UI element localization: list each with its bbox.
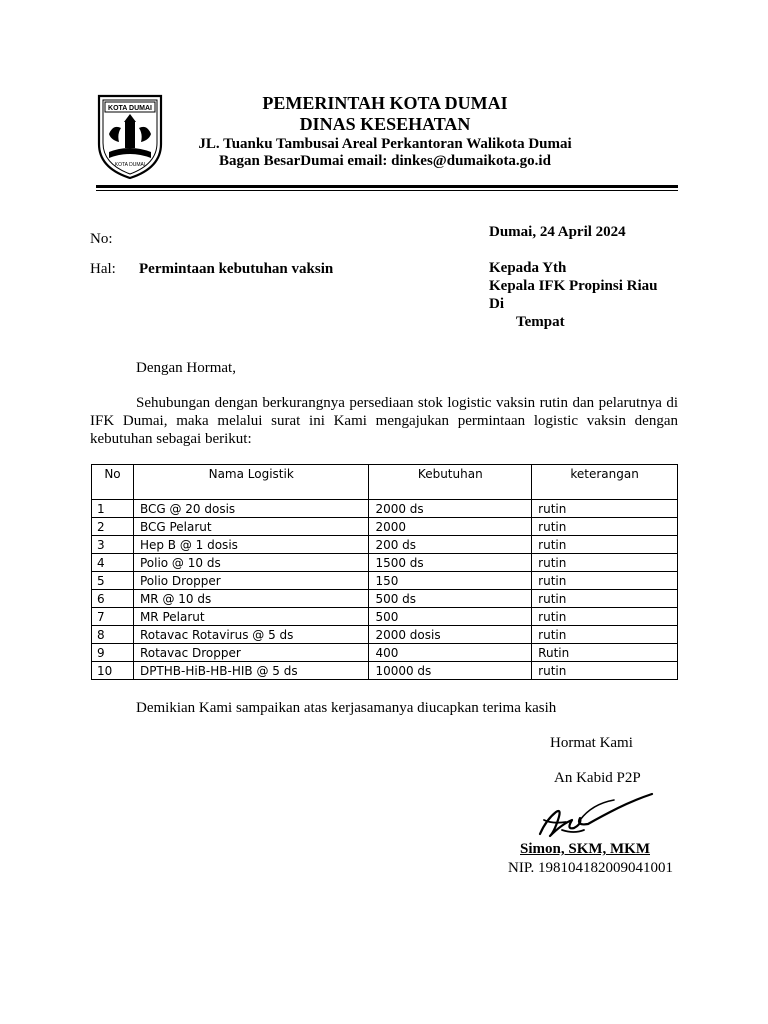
table-header-row [92,465,678,500]
cell-note: rutin [532,554,678,572]
signer-nip: NIP. 198104182009041001 [508,860,674,876]
cell-no: 4 [92,554,134,572]
letterhead-rule-thick [96,185,678,188]
cell-no: 7 [92,608,134,626]
table-row [92,518,678,536]
cell-no: 10 [92,662,134,680]
cell-need: 500 [369,608,532,626]
table-row [92,536,678,554]
closing-text: Demikian Kami sampaikan atas kerjasamanya diucapkan terima kasih [136,700,557,716]
cell-note: rutin [532,608,678,626]
table-row [92,554,678,572]
regards: Hormat Kami [550,735,633,751]
cell-name: MR @ 10 ds [133,590,368,608]
table-row [92,608,678,626]
cell-no: 9 [92,644,134,662]
table-row [92,644,678,662]
cell-name: BCG @ 20 dosis [133,500,368,518]
table-row [92,626,678,644]
cell-name: Polio Dropper [133,572,368,590]
logistics-table [91,464,678,680]
header-keterangan: keterangan [532,465,678,500]
cell-name: Polio @ 10 ds [133,554,368,572]
cell-need: 2000 [369,518,532,536]
cell-no: 6 [92,590,134,608]
signature-icon [522,790,656,842]
address-line-1: JL. Tuanku Tambusai Areal Perkantoran Walikota Dumai [198,136,572,152]
cell-name: Rotavac Dropper [133,644,368,662]
signer-position: An Kabid P2P [554,770,641,786]
cell-note: rutin [532,572,678,590]
cell-no: 1 [92,500,134,518]
table-row [92,590,678,608]
greeting: Dengan Hormat, [136,360,236,376]
cell-need: 2000 ds [369,500,532,518]
recipient-line-1: Kepada Yth [489,260,567,276]
cell-note: Rutin [532,644,678,662]
signer-name: Simon, SKM, MKM [520,841,650,857]
hal-value: Permintaan kebutuhan vaksin [139,261,334,277]
recipient-line-3: Di [489,296,504,312]
cell-need: 2000 dosis [369,626,532,644]
place-date: Dumai, 24 April 2024 [489,224,626,240]
cell-note: rutin [532,662,678,680]
cell-need: 200 ds [369,536,532,554]
cell-note: rutin [532,518,678,536]
cell-need: 10000 ds [369,662,532,680]
org-line-1: PEMERINTAH KOTA DUMAI [262,93,508,113]
cell-name: DPTHB-HiB-HB-HIB @ 5 ds [133,662,368,680]
cell-need: 400 [369,644,532,662]
letterhead-rule-thin [96,190,678,191]
logo-text-top: KOTA DUMAI [108,105,152,112]
cell-no: 2 [92,518,134,536]
cell-need: 1500 ds [369,554,532,572]
table-row [92,662,678,680]
cell-note: rutin [532,626,678,644]
cell-no: 8 [92,626,134,644]
header-nama-logistik: Nama Logistik [133,465,368,500]
cell-no: 3 [92,536,134,554]
recipient-line-4: Tempat [516,314,565,330]
cell-need: 150 [369,572,532,590]
org-line-2: DINAS KESEHATAN [299,114,471,134]
cell-note: rutin [532,500,678,518]
cell-name: Hep B @ 1 dosis [133,536,368,554]
header-kebutuhan: Kebutuhan [369,465,532,500]
logo-text-bottom: KOTA DUMAI [114,162,146,168]
cell-name: MR Pelarut [133,608,368,626]
address-line-2: Bagan BesarDumai email: dinkes@dumaikota.go.id [219,153,551,169]
no-label: No: [90,231,113,247]
cell-name: Rotavac Rotavirus @ 5 ds [133,626,368,644]
cell-note: rutin [532,536,678,554]
table-row [92,572,678,590]
cell-no: 5 [92,572,134,590]
cell-name: BCG Pelarut [133,518,368,536]
table-row [92,500,678,518]
cell-note: rutin [532,590,678,608]
hal-label: Hal: [90,261,116,277]
body-paragraph: Sehubungan dengan berkurangnya persediaan stok logistic vaksin rutin dan pelarutnya di IFK Dumai, maka melalui surat ini Kami mengajukan permintaan logistic vaksin dengan kebutuhan sebagai berikut: [90,395,678,447]
cell-need: 500 ds [369,590,532,608]
recipient-line-2: Kepala IFK Propinsi Riau [489,278,658,294]
header-no: No [92,465,134,500]
